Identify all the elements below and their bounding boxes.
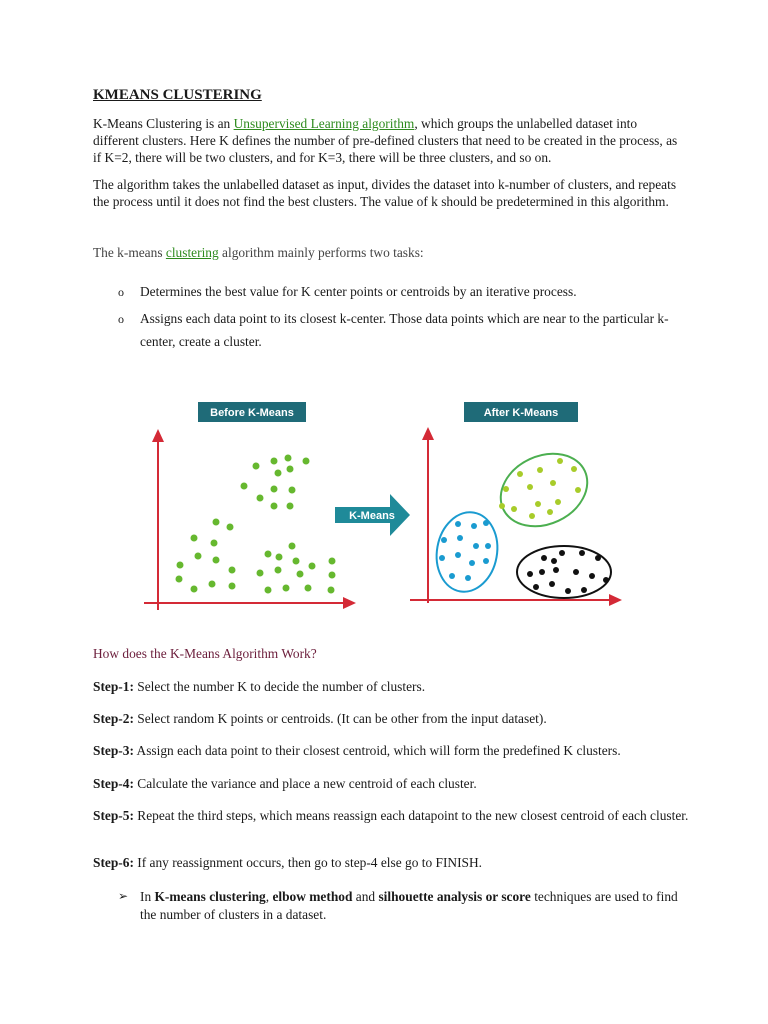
final-note [140,888,680,924]
step-text: Assign each data point to their closest centroid, which will form the predefined K clusters. [133,743,621,758]
intro-text-start: K-Means Clustering is an [93,116,234,131]
step-5 [93,808,693,824]
step-text: If any reassignment occurs, then go to step-4 else go to FINISH. [133,855,483,870]
note-text: , [265,889,273,904]
note-bold-silhouette: silhouette analysis or score [378,889,531,904]
intro-paragraph [93,115,683,166]
before-label: Before K-Means [210,407,294,419]
note-text: and [352,889,379,904]
bullet-marker: o [118,285,124,299]
cluster-lime [489,440,599,540]
note-bold-elbow: elbow method [272,889,353,904]
tasks-text-start: The k-means [93,245,166,260]
arrow-bullet-icon: ➢ [118,889,129,903]
step-label: Step-6: [93,855,134,870]
note-bold-kmeans: K-means clustering [154,889,266,904]
tasks-text-end: algorithm mainly performs two tasks: [218,245,424,260]
unsupervised-learning-link[interactable]: Unsupervised Learning algorithm [233,116,415,131]
how-heading: How does the K-Means Algorithm Work? [93,646,317,661]
step-text: Repeat the third steps, which means reassign each datapoint to the new closest centroid of each cluster. [133,808,689,823]
intro-text-end: , which groups the unlabelled dataset into different clusters. Here K defines the number of pre-defined clusters that need to be created in the process, as if K=2, there will be two clusters, and for K=3, there will be three clusters, and so on. [93,116,678,165]
after-label: After K-Means [483,407,559,419]
unclustered-points [176,455,336,594]
step-3 [93,743,693,759]
bullet-item: Determines the best value for K center points or centroids by an iterative process. [140,284,577,299]
cluster-black [517,546,611,598]
step-text: Calculate the variance and place a new centroid of each cluster. [133,776,477,791]
clustering-link[interactable]: clustering [165,245,219,260]
step-2 [93,711,693,727]
kmeans-diagram [140,398,630,620]
arrow-label: K-Means [349,510,395,522]
step-text: Select random K points or centroids. (It can be other from the input dataset). [133,711,547,726]
step-1 [93,679,693,695]
step-label: Step-2: [93,711,134,726]
step-text: Select the number K to decide the number of clusters. [133,679,426,694]
step-4 [93,776,693,792]
note-text: In [140,889,155,904]
step-label: Step-1: [93,679,134,694]
page-title: KMEANS CLUSTERING [93,87,262,103]
step-label: Step-5: [93,808,134,823]
before-axes [144,429,356,610]
step-label: Step-4: [93,776,134,791]
bullet-item: Assigns each data point to its closest k-center. Those data points which are near to the particular k-center, create a cluster. [140,311,669,349]
note-text: techniques are used to find the number of clusters in a dataset. [140,889,678,922]
step-6 [93,855,693,871]
step-label: Step-3: [93,743,134,758]
cluster-blue [431,507,504,596]
tasks-intro [93,244,683,261]
algorithm-paragraph: The algorithm takes the unlabelled dataset as input, divides the dataset into k-number of clusters, and repeats the process until it does not find the best clusters. The value of k should be predetermined in this algorithm. [93,177,677,209]
bullet-marker: o [118,312,124,326]
